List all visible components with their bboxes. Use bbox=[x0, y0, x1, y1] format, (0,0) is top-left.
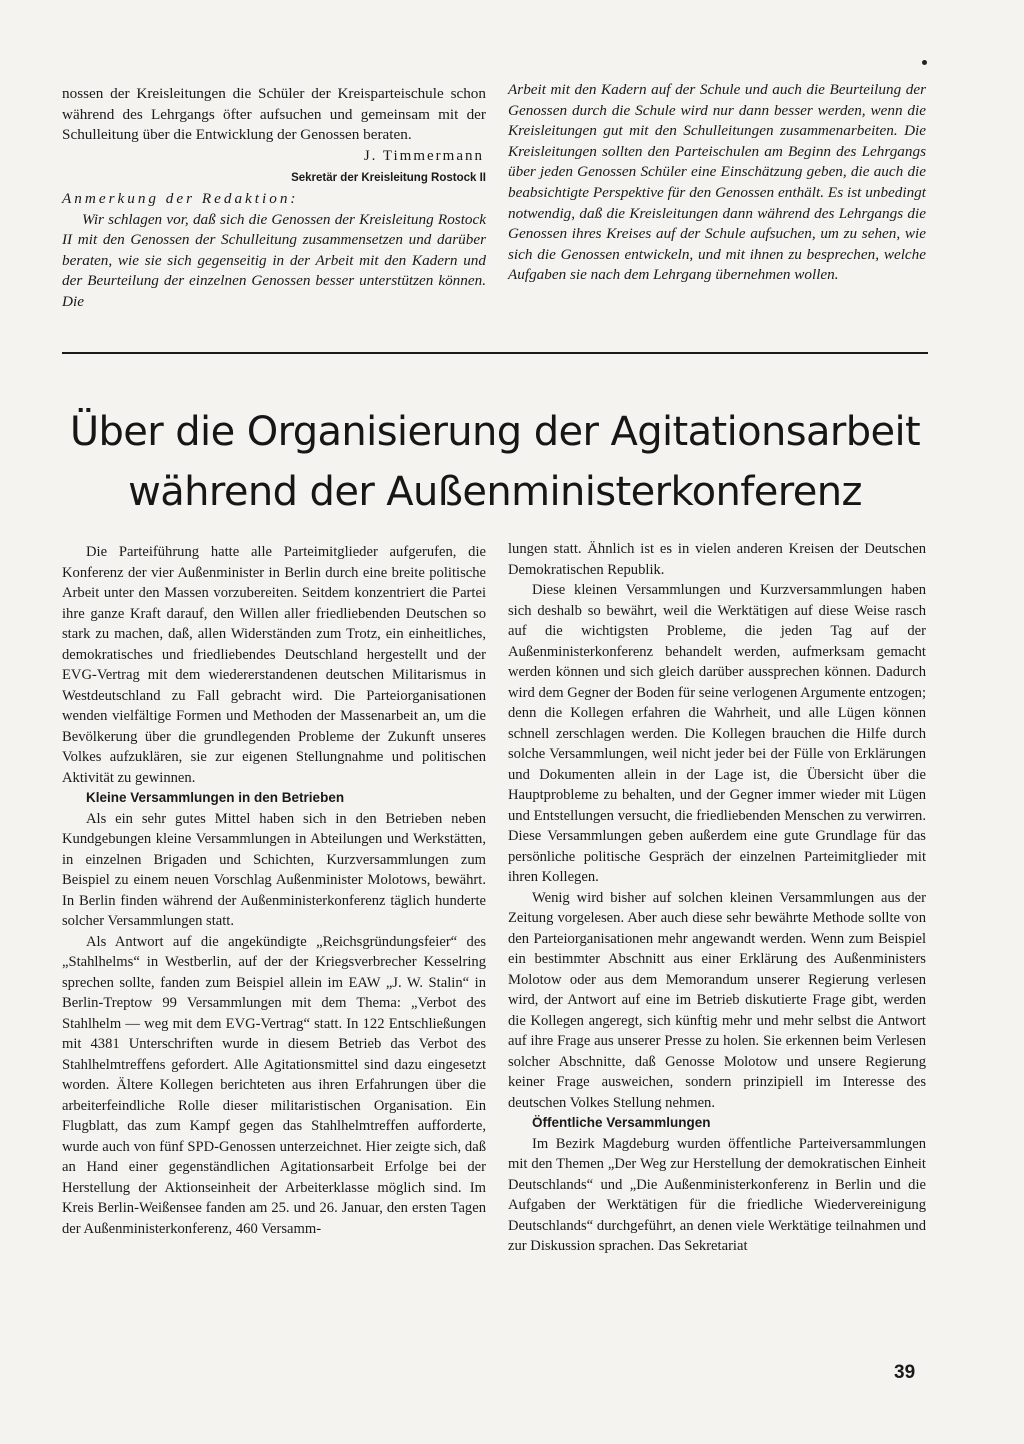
section-divider bbox=[62, 352, 928, 354]
subheading-oeffentliche-versammlungen: Öffentliche Versammlungen bbox=[532, 1115, 711, 1130]
print-mark bbox=[922, 60, 927, 65]
article-left-column bbox=[62, 542, 486, 1239]
subheading-kleine-versammlungen: Kleine Versammlungen in den Betrieben bbox=[86, 790, 345, 805]
top-left-column bbox=[62, 84, 486, 313]
editor-note-heading: Anmerkung der Redaktion: bbox=[62, 189, 299, 207]
article-title bbox=[60, 402, 930, 522]
article-right-column bbox=[508, 539, 926, 1257]
article-paragraph-continuation: lungen statt. Ähnlich ist es in vielen anderen Kreisen der Deutschen Demokratischen Republik. bbox=[508, 541, 926, 578]
article-title-line-2: während der Außenministerkonferenz bbox=[128, 469, 862, 515]
author-role: Sekretär der Kreisleitung Rostock II bbox=[291, 172, 486, 185]
article-intro: Die Parteiführung hatte alle Parteimitglieder aufgerufen, die Konferenz der vier Außenminister in Berlin durch eine breite politische Arbeit unter den Massen vorzubereiten. Seitdem konzentriert die Partei ihre ganze Kraft darauf, den Willen aller friedliebenden Deutschen so stark zu machen, daß, allen Widerständen zum Trotz, ein einheitliches, demokratisches und friedliebendes Deutschland hergestellt und der EVG-Vertrag mit dem wiedererstandenen deutschen Militarismus in Westdeutschland zu Fall gebracht wird. Die Parteiorganisationen wenden vielfältige Formen und Methoden der Massenarbeit an, um die Bevölkerung über die grundlegenden Probleme der Zukunft unseres Volkes aufzuklären, sie zur eigenen Stellungnahme und politischen Aktivität zu gewinnen. bbox=[62, 544, 486, 786]
article-paragraph: Diese kleinen Versammlungen und Kurzversammlungen haben sich deshalb so bewährt, weil die Werktätigen auf diese Weise rasch auf die wichtigsten Probleme, die jeden Tag auf der Außenministerkonferenz behandelt werden, aufmerksam gemacht werden können und sich gleich darüber aussprechen können. Dadurch wird dem Gegner der Boden für seine verlogenen Argumente entzogen; denn die Kollegen erfahren die Wahrheit, und alle Lügen können schnell zerschlagen werden. Die Kollegen brauchen die Hilfe durch solche Versammlungen, weil nicht jeder bei der Fülle von Erklärungen und Dokumenten allein in der Lage ist, die Übersicht über die Hauptprobleme zu behalten, und der Gegner immer wieder mit Lügen und Entstellungen versucht, die friedliebenden Menschen zu verwirren. Diese Versammlungen geben außerdem eine gute Grundlage für das persönliche politische Gespräch der einzelnen Parteimitglieder mit ihren Kollegen. bbox=[508, 582, 926, 885]
author-signature bbox=[62, 146, 486, 189]
top-right-column bbox=[508, 80, 926, 286]
article-paragraph: Im Bezirk Magdeburg wurden öffentliche Parteiversammlungen mit den Themen „Der Weg zur Herstellung der demokratischen Einheit Deutschlands“ und „Die Außenministerkonferenz in Berlin und die Aufgaben der Werktätigen für die friedliche Wiedervereinigung Deutschlands“ durchgeführt, an denen viele Werktätige teilnahmen und zur Diskussion sprachen. Das Sekretariat bbox=[508, 1135, 926, 1254]
article-paragraph: Wenig wird bisher auf solchen kleinen Versammlungen aus der Zeitung vorgelesen. Aber auch diese sehr bewährte Methode sollte von den Parteiorganisationen mehr angewandt werden. Wenn zum Beispiel ein bestimmter Abschnitt aus einer Erklärung des Außenministers Molotow oder aus dem Memorandum unserer Regierung verlesen wird, der Antwort auf eine im Betrieb diskutierte Frage gibt, werden die Kollegen angeregt, sich künftig mehr und mehr selbst die Antwort auf ihre Frage aus unserer Presse zu holen. Sie erkennen beim Verlesen solcher Abschnitte, daß Genosse Molotow und unsere Regierung keiner Frage ausweichen, sondern prinzipiell im Interesse des deutschen Volkes Stellung nehmen. bbox=[508, 889, 926, 1111]
article-title-line-1: Über die Organisierung der Agitationsarbeit bbox=[69, 409, 921, 455]
article-paragraph: Als ein sehr gutes Mittel haben sich in den Betrieben neben Kundgebungen kleine Versammlungen in Abteilungen und Werkstätten, in einzelnen Brigaden und Schichten, Kurzversammlungen zum Beispiel zu einem neuen Vorschlag Außenminister Molotows, bewährt. In Berlin finden während der Außenministerkonferenz täglich hunderte solcher Versammlungen statt. bbox=[62, 810, 486, 929]
editor-note-text: Wir schlagen vor, daß sich die Genossen der Kreisleitung Rostock II mit den Genossen der Schulleitung zusammensetzen und darüber beraten, wie sie sich gegenseitig in der Arbeit mit den Kadern und der Beurteilung der einzelnen Genossen besser unterstützen können. Die bbox=[62, 210, 486, 310]
page-number: 39 bbox=[894, 1362, 916, 1383]
previous-article-ending: nossen der Kreisleitungen die Schüler der Kreisparteischule schon während des Lehrgangs öfter aufsuchen und gemeinsam mit der Schulleitung über die Entwicklung der Genossen beraten. bbox=[62, 85, 486, 144]
editor-note-continuation: Arbeit mit den Kadern auf der Schule und auch die Beurteilung der Genossen durch die Schule wird nur dann besser werden, wenn die Kreisleitungen gut mit den Schulleitungen zusammenarbeiten. Die Kreisleitungen sollten den Parteischulen am Beginn des Lehrgangs über jeden Genossen Schüler eine Einschätzung geben, die auch die beabsichtigte Perspektive für den Genossen enthält. Es ist unbedingt notwendig, daß die Kreisleitungen dann während des Lehrgangs die Genossen ihres Kreises auf der Schule aufsuchen, um zu sehen, wie sich die Genossen entwickeln, und mit ihnen zu besprechen, welche Aufgaben sie nach dem Lehrgang übernehmen wollen. bbox=[508, 81, 926, 284]
article-paragraph: Als Antwort auf die angekündigte „Reichsgründungsfeier“ des „Stahlhelms“ in Westberlin, auf der der Kriegsverbrecher Kesselring sprechen sollte, fanden zum Beispiel allein im EAW „J. W. Stalin“ in Berlin-Treptow 99 Versammlungen mit dem Thema: „Verbot des Stahlhelm — weg mit dem EVG-Vertrag“ statt. In 122 Entschließungen mit 4381 Unterschriften wurde in diesem Betrieb das Verbot des Stahlhelmtreffens gefordert. Alle Agitationsmittel sind dazu eingesetzt worden. Ältere Kollegen berichteten aus ihren Erfahrungen über die arbeiterfeindliche Rolle dieser militaristischen Organisation. Ein Flugblatt, das zum Kampf gegen das Stahlhelmtreffen aufforderte, wurde auch von fünf SPD-Genossen unterzeichnet. Hier zeigte sich, daß an Hand einer gegenständlichen Agitationsarbeit Erfolge bei der Herstellung der Aktionseinheit der Arbeiterklasse möglich sind. Im Kreis Berlin-Weißensee fanden am 25. und 26. Januar, den ersten Tagen der Außenministerkonferenz, 460 Versamm- bbox=[62, 933, 486, 1237]
author-name: J. Timmermann bbox=[363, 147, 484, 164]
